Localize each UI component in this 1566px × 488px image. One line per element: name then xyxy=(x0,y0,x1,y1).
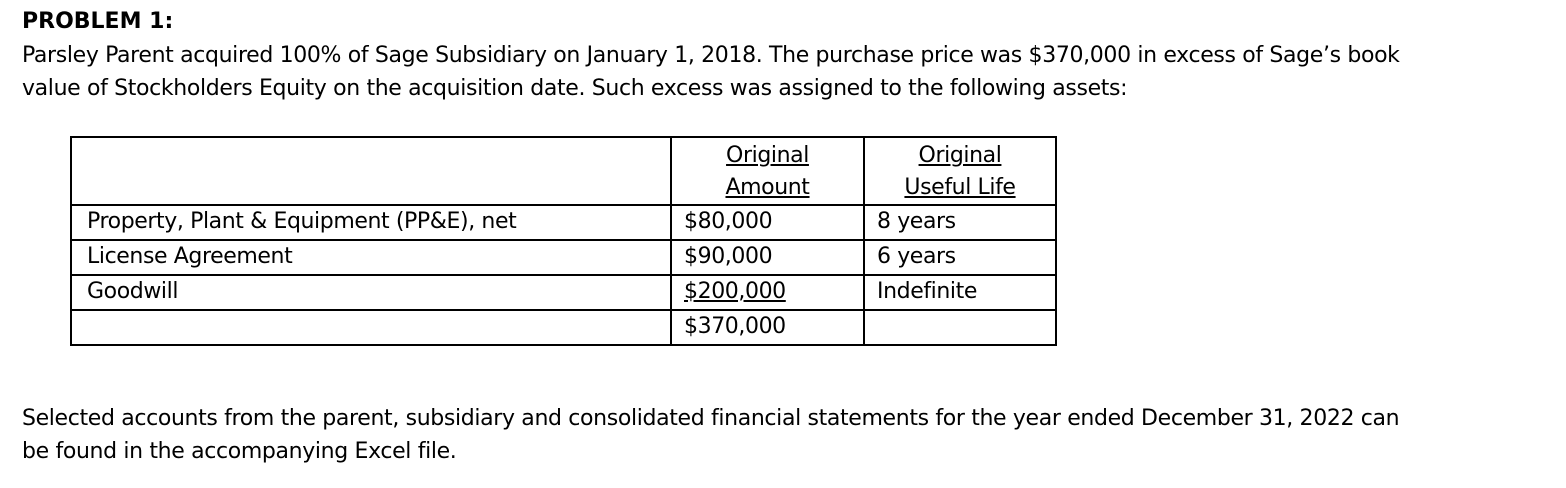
amount-cell xyxy=(671,275,864,310)
closing-line-2: be found in the accompanying Excel file. xyxy=(22,439,457,464)
table-row xyxy=(71,275,1056,310)
total-asset-cell xyxy=(71,310,671,345)
problem-heading: PROBLEM 1: xyxy=(22,9,174,34)
header-amount-line-2: Amount xyxy=(725,175,810,200)
useful-life-cell: 8 years xyxy=(864,205,1056,240)
header-amount-label xyxy=(672,138,863,204)
asset-cell: Property, Plant & Equipment (PP&E), net xyxy=(71,205,671,240)
useful-life-cell: Indefinite xyxy=(864,275,1056,310)
useful-life-cell: 6 years xyxy=(864,240,1056,275)
header-life-label xyxy=(865,138,1055,204)
header-life-line-1: Original xyxy=(918,143,1002,168)
amount-underlined: $200,000 xyxy=(684,279,786,304)
header-cell-amount xyxy=(671,137,864,205)
header-amount-line-1: Original xyxy=(726,143,809,168)
table-row xyxy=(71,240,1056,275)
total-amount-cell: $370,000 xyxy=(671,310,864,345)
intro-line-1: Parsley Parent acquired 100% of Sage Subsidiary on January 1, 2018. The purchase price was $370,000 in excess of Sage’s book xyxy=(22,43,1400,68)
asset-cell: License Agreement xyxy=(71,240,671,275)
asset-cell: Goodwill xyxy=(71,275,671,310)
table-row xyxy=(71,205,1056,240)
table-total-row xyxy=(71,310,1056,345)
closing-line-1: Selected accounts from the parent, subsidiary and consolidated financial statements for the year ended December 31, 2022 can xyxy=(22,406,1400,431)
total-life-cell xyxy=(864,310,1056,345)
header-cell-asset xyxy=(71,137,671,205)
closing-paragraph xyxy=(22,402,1399,468)
amount-cell: $80,000 xyxy=(671,205,864,240)
excess-allocation-table xyxy=(70,136,1057,346)
table-header-row xyxy=(71,137,1056,205)
header-cell-life xyxy=(864,137,1056,205)
intro-line-2: value of Stockholders Equity on the acquisition date. Such excess was assigned to the following assets: xyxy=(22,76,1128,101)
header-life-line-2: Useful Life xyxy=(904,175,1016,200)
intro-paragraph xyxy=(22,39,1400,105)
amount-cell: $90,000 xyxy=(671,240,864,275)
